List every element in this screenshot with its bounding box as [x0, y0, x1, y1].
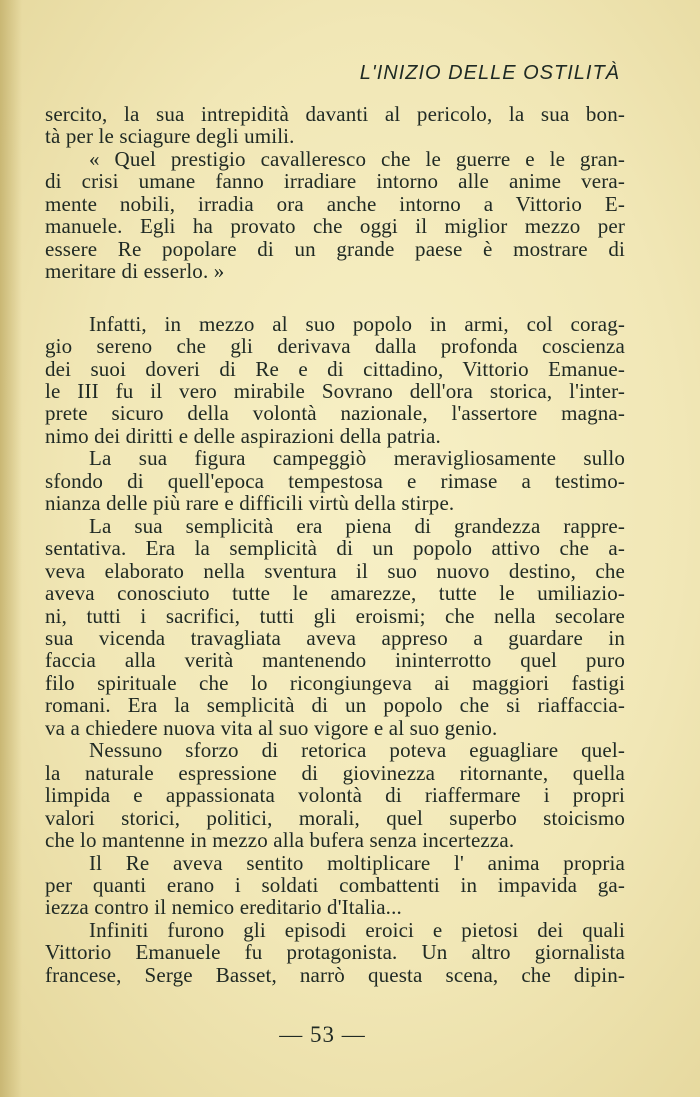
text-line: che lo mantenne in mezzo alla bufera senza incertezza. [45, 828, 515, 853]
text-line: Il Re aveva sentito moltiplicare l' anima propria [89, 850, 625, 875]
text-line: dei suoi doveri di Re e di cittadino, Vittorio Emanue- [45, 356, 625, 381]
text-line: « Quel prestigio cavalleresco che le guerre e le gran- [89, 146, 625, 171]
text-line: La sua figura campeggiò meravigliosamente sullo [89, 446, 625, 471]
text-line: francese, Serge Basset, narrò questa scena, che dipin- [45, 962, 625, 987]
text-line: sfondo di quell'epoca tempestosa e rimase a testimo- [45, 468, 625, 493]
text-line: va a chiedere nuova vita al suo vigore e al suo genio. [45, 715, 498, 740]
text-line: manuele. Egli ha provato che oggi il miglior mezzo per [45, 214, 625, 239]
text-line: per quanti erano i soldati combattenti in impavida ga- [45, 872, 625, 897]
body-text [45, 103, 625, 986]
paragraph [45, 739, 625, 851]
text-line: essere Re popolare di un grande paese è mostrare di [45, 236, 625, 261]
text-line: ni, tutti i sacrifici, tutti gli eroismi; che nella secolare [45, 603, 625, 628]
text-line: limpida e appassionata volontà di riaffermare i propri [45, 783, 625, 808]
text-line: nimo dei diritti e delle aspirazioni della patria. [45, 423, 441, 448]
paragraph [45, 852, 625, 919]
running-head: L'INIZIO DELLE OSTILITÀ [359, 62, 620, 84]
paragraph [45, 515, 625, 740]
text-line: Infiniti furono gli episodi eroici e pietosi dei quali [89, 917, 625, 942]
text-line: mente nobili, irradia ora anche intorno a Vittorio E- [45, 191, 625, 216]
page-number: — 53 — [279, 1022, 366, 1047]
text-line: Vittorio Emanuele fu protagonista. Un altro giornalista [45, 940, 625, 965]
binding-shadow [0, 0, 22, 1097]
text-line: nianza delle più rare e difficili virtù della stirpe. [45, 491, 455, 516]
paragraph [45, 919, 625, 986]
text-line: filo spirituale che lo ricongiungeva ai maggiori fastigi [45, 670, 625, 695]
text-line: sentativa. Era la semplicità di un popolo attivo che a- [45, 536, 625, 561]
paragraph [45, 313, 625, 448]
text-line: valori storici, politici, morali, quel superbo stoicismo [45, 805, 625, 830]
text-line: La sua semplicità era piena di grandezza rappre- [89, 513, 625, 538]
text-line: aveva conosciuto tutte le amarezze, tutte le umiliazio- [45, 581, 625, 606]
text-line: sua vicenda travagliata aveva appreso a guardare in [45, 625, 625, 650]
text-line: la naturale espressione di giovinezza ritornante, quella [45, 760, 625, 785]
text-line: prete sicuro della volontà nazionale, l'assertore magna- [45, 401, 625, 426]
text-line: tà per le sciagure degli umili. [45, 124, 295, 149]
paragraph [45, 447, 625, 514]
text-line: meritare di esserlo. » [45, 259, 225, 284]
text-line: Infatti, in mezzo al suo popolo in armi, col corag- [89, 311, 625, 336]
text-line: le III fu il vero mirabile Sovrano dell'ora storica, l'inter- [45, 378, 625, 403]
text-line: faccia alla verità mantenendo ininterrotto quel puro [45, 648, 625, 673]
text-line: sercito, la sua intrepidità davanti al pericolo, la sua bon- [45, 102, 625, 126]
text-line: di crisi umane fanno irradiare intorno alle anime vera- [45, 169, 625, 194]
text-line: gio sereno che gli derivava dalla profonda coscienza [45, 334, 625, 359]
text-line: romani. Era la semplicità di un popolo che si riaffaccia- [45, 693, 625, 718]
text-line: veva elaborato nella sventura il suo nuovo destino, che [45, 558, 625, 583]
quote-block [45, 103, 625, 283]
text-line: iezza contro il nemico ereditario d'Italia... [45, 895, 402, 920]
text-line: Nessuno sforzo di retorica poteva eguagliare quel- [89, 738, 625, 763]
